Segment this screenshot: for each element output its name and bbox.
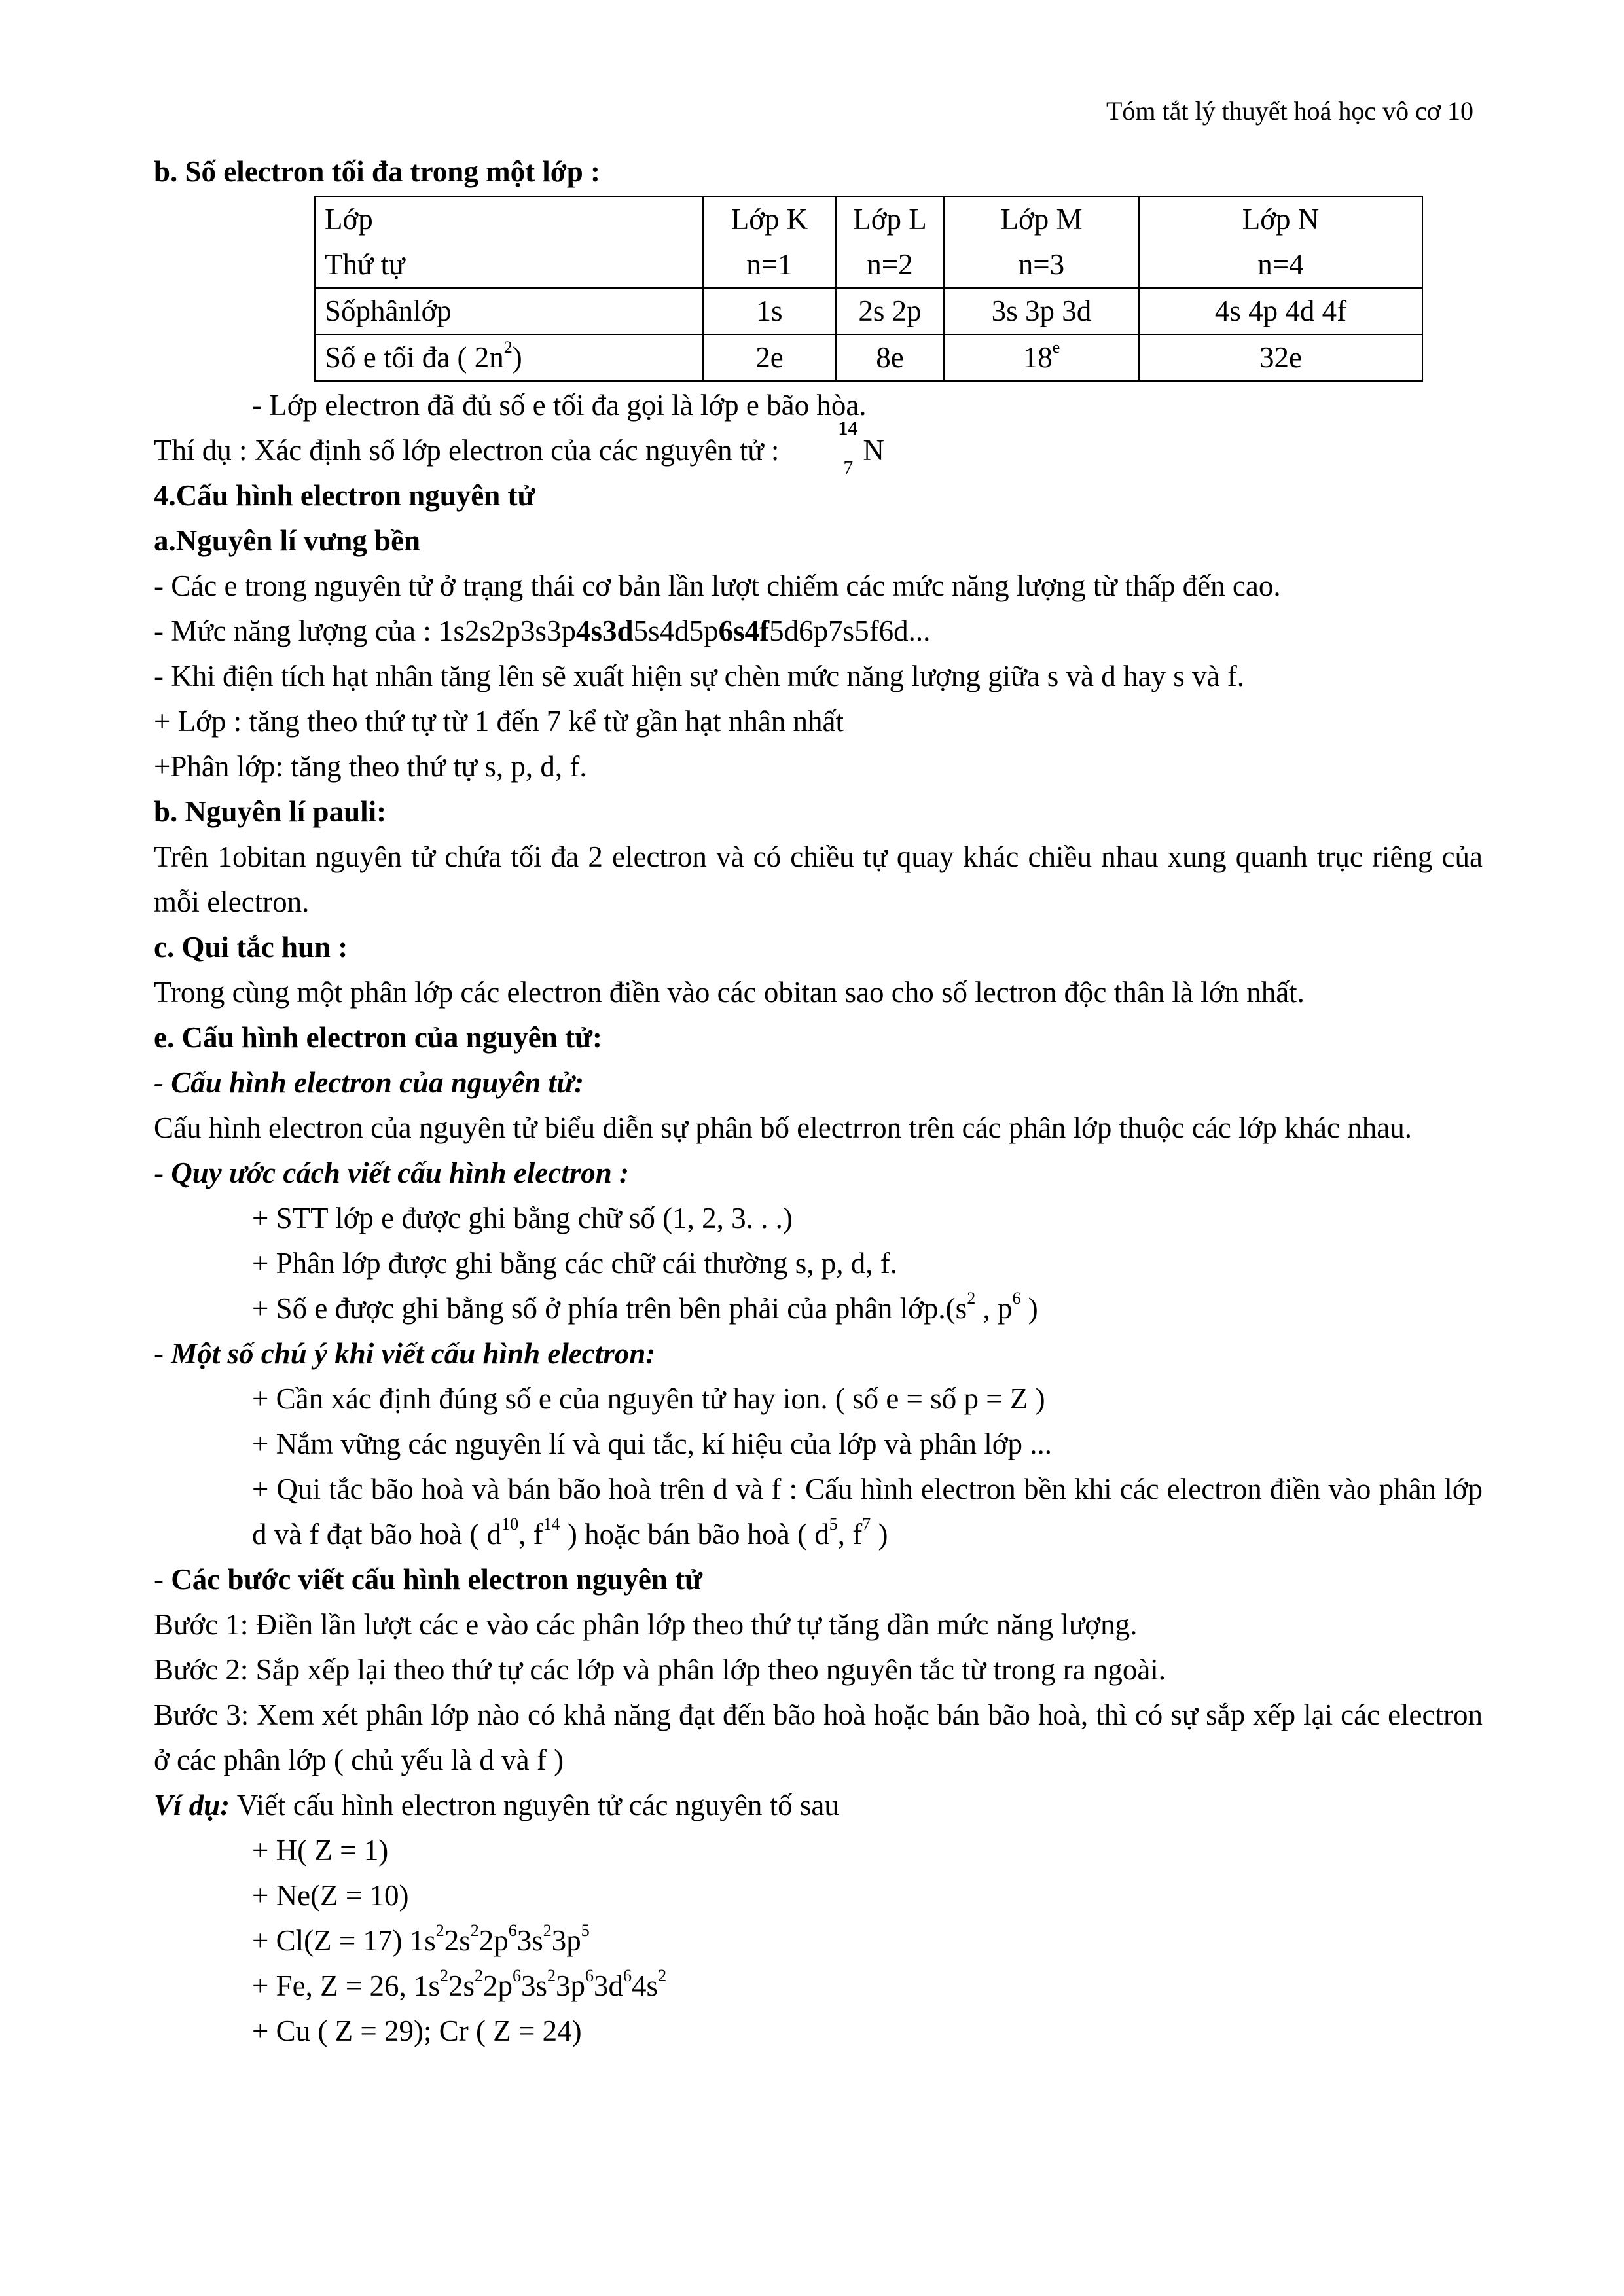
electron-count: 5	[581, 1921, 590, 1940]
nitrogen-nuclide-symbol: 14 N 7	[838, 418, 884, 478]
step-item: Bước 1: Điền lần lượt các e vào các phân lớp theo thứ tự tăng dần mức năng lượng.	[154, 1608, 1138, 1641]
table-cell: 32e	[1139, 334, 1422, 381]
subheading: - Cấu hình electron của nguyên tử:	[154, 1066, 585, 1099]
subheading: - Một số chú ý khi viết cấu hình electron:	[154, 1337, 656, 1370]
paragraph: + Lớp : tăng theo thứ tự từ 1 đến 7 kể từ gần hạt nhân nhất	[154, 705, 844, 738]
electron-shell-table	[314, 196, 1423, 382]
list-item: + Qui tắc bão hoà và bán bão hoà trên d và f : Cấu hình electron bền khi các electron điền vào phân lớp d và f đạt bão hoà ( $d^{10}$, $f^{14}$ ) hoặc bán bão hoà ( $d^5$, $f^7$ )	[252, 1473, 1483, 1551]
subheading: - Quy ước cách viết cấu hình electron :	[154, 1157, 630, 1189]
example-item: + Fe, Z = 26, $1s^22s^22p^63s^23p^63d^64s^2$	[252, 1966, 667, 2002]
electron-configuration	[414, 1966, 667, 2002]
table-cell: Số e tối đa ( $2n^2$)	[315, 334, 703, 381]
saturated-note: - Lớp electron đã đủ số e tối đa gọi là lớp e bão hòa.	[252, 389, 867, 422]
table-cell-text: Lớp K	[731, 203, 808, 236]
table-cell: 3s 3p 3d	[944, 288, 1139, 334]
pauli-title: b. Nguyên lí pauli:	[154, 795, 387, 828]
subshell-label: 4s	[632, 1969, 659, 2002]
table-cell	[836, 196, 944, 288]
example-line: Thí dụ : Xác định số lớp electron của các nguyên tử : 14 N 7	[154, 428, 1483, 473]
table-cell-text: Lớp L	[853, 203, 927, 236]
steps-title: - Các bước viết cấu hình electron nguyên tử	[154, 1563, 703, 1596]
subshell-label: 2p	[483, 1969, 513, 2002]
section-e-title: e. Cấu hình electron của nguyên tử:	[154, 1021, 602, 1054]
hund-text: Trong cùng một phân lớp các electron điền vào các obitan sao cho số lectron độc thân là lớn nhất.	[154, 976, 1305, 1009]
table-cell-text: n=3	[1018, 248, 1065, 281]
electron-count: 6	[513, 1966, 522, 1985]
table-row	[315, 288, 1422, 334]
subshell-label: 2s	[444, 1924, 471, 1957]
subshell-label: 3p	[556, 1969, 586, 2002]
table-cell-text: Lớp N	[1242, 203, 1320, 236]
example-item: + Cu ( Z = 29); Cr ( Z = 24)	[252, 2015, 582, 2047]
subshell-label: 1s	[414, 1969, 441, 2002]
table-cell	[315, 196, 703, 288]
electron-count: 2	[470, 1921, 479, 1940]
electron-count: 2	[658, 1966, 667, 1985]
subshell-label: 3s	[521, 1969, 548, 2002]
table-cell: 2e	[703, 334, 836, 381]
table-cell-text: Lớp	[325, 203, 373, 236]
paragraph: Cấu hình electron của nguyên tử biểu diễn sự phân bố electrron trên các phân lớp thuộc các lớp khác nhau.	[154, 1111, 1412, 1144]
table-row	[315, 334, 1422, 381]
table-cell-text: n=4	[1257, 248, 1304, 281]
section-a-title: a.Nguyên lí vưng bền	[154, 524, 421, 557]
electron-count: 2	[440, 1966, 449, 1985]
electron-count: 2	[435, 1921, 444, 1940]
example-item: + H( Z = 1)	[252, 1834, 389, 1867]
table-cell-text: n=1	[746, 248, 793, 281]
example-intro: Ví dụ: Viết cấu hình electron nguyên tử các nguyên tố sau	[154, 1789, 839, 1821]
table-cell: 18e	[944, 334, 1139, 381]
table-cell	[703, 196, 836, 288]
hund-title: c. Qui tắc hun :	[154, 931, 348, 963]
subshell-label: 2s	[448, 1969, 475, 2002]
electron-count: 2	[475, 1966, 484, 1985]
electron-count: 2	[543, 1921, 552, 1940]
table-row	[315, 196, 1422, 288]
example-item: + Ne(Z = 10)	[252, 1879, 409, 1912]
table-cell: 2s 2p	[836, 288, 944, 334]
table-cell-text: n=2	[867, 248, 913, 281]
page-header: Tóm tắt lý thuyết hoá học vô cơ 10	[1106, 96, 1473, 126]
energy-order-line: - Mức năng lượng của : 1s2s2p3s3p4s3d5s4d5p6s4f5d6p7s5f6d...	[154, 615, 931, 647]
subshell-label: 3d	[594, 1969, 624, 2002]
step-item: Bước 3: Xem xét phân lớp nào có khả năng đạt đến bão hoà hoặc bán bão hoà, thì có sự sắp xếp lại các electron ở các phân lớp ( chủ yếu là d và f )	[154, 1698, 1483, 1776]
table-cell: 8e	[836, 334, 944, 381]
section-b-title: b. Số electron tối đa trong một lớp :	[154, 155, 600, 188]
table-cell-text: Thứ tự	[325, 248, 405, 281]
list-item: + Số e được ghi bằng số ở phía trên bên phải của phân $lớp.(s^2$ , $p^6$ )	[252, 1289, 1038, 1325]
electron-count: 6	[623, 1966, 632, 1985]
table-cell	[1139, 196, 1422, 288]
section-4-title: 4.Cấu hình electron nguyên tử	[154, 479, 535, 512]
subshell-label: 2p	[478, 1924, 509, 1957]
subshell-label: 3s	[516, 1924, 543, 1957]
example-item: + Cl(Z = 17) $1s^22s^22p^63s^23p^5$	[252, 1921, 590, 1957]
table-cell-text: Lớp M	[1000, 203, 1083, 236]
paragraph: +Phân lớp: tăng theo thứ tự s, p, d, f.	[154, 750, 587, 783]
pauli-text: Trên 1obitan nguyên tử chứa tối đa 2 electron và có chiều tự quay khác chiều nhau xung quanh trục riêng của mỗi electron.	[154, 840, 1483, 918]
step-item: Bước 2: Sắp xếp lại theo thứ tự các lớp và phân lớp theo nguyên tắc từ trong ra ngoài.	[154, 1653, 1166, 1686]
paragraph: - Các e trong nguyên tử ở trạng thái cơ bản lần lượt chiếm các mức năng lượng từ thấp đến cao.	[154, 569, 1281, 602]
list-item: + Phân lớp được ghi bằng các chữ cái thường s, p, d, f.	[252, 1247, 897, 1280]
table-cell: 4s 4p 4d 4f	[1139, 288, 1422, 334]
electron-count: 6	[585, 1966, 594, 1985]
paragraph: - Khi điện tích hạt nhân tăng lên sẽ xuất hiện sự chèn mức năng lượng giữa s và d hay s và f.	[154, 660, 1244, 692]
table-cell: Sốphânlớp	[315, 288, 703, 334]
electron-count: 2	[547, 1966, 556, 1985]
list-item: + STT lớp e được ghi bằng chữ số (1, 2, 3. . .)	[252, 1202, 793, 1234]
subshell-label: 3p	[551, 1924, 581, 1957]
table-cell: 1s	[703, 288, 836, 334]
table-cell	[944, 196, 1139, 288]
electron-count: 6	[508, 1921, 517, 1940]
list-item: + Cần xác định đúng số e của nguyên tử hay ion. ( số e = số p = Z )	[252, 1382, 1045, 1415]
subshell-label: 1s	[409, 1924, 436, 1957]
document-body	[154, 149, 1483, 2054]
list-item: + Nắm vững các nguyên lí và qui tắc, kí hiệu của lớp và phân lớp ...	[252, 1427, 1053, 1460]
